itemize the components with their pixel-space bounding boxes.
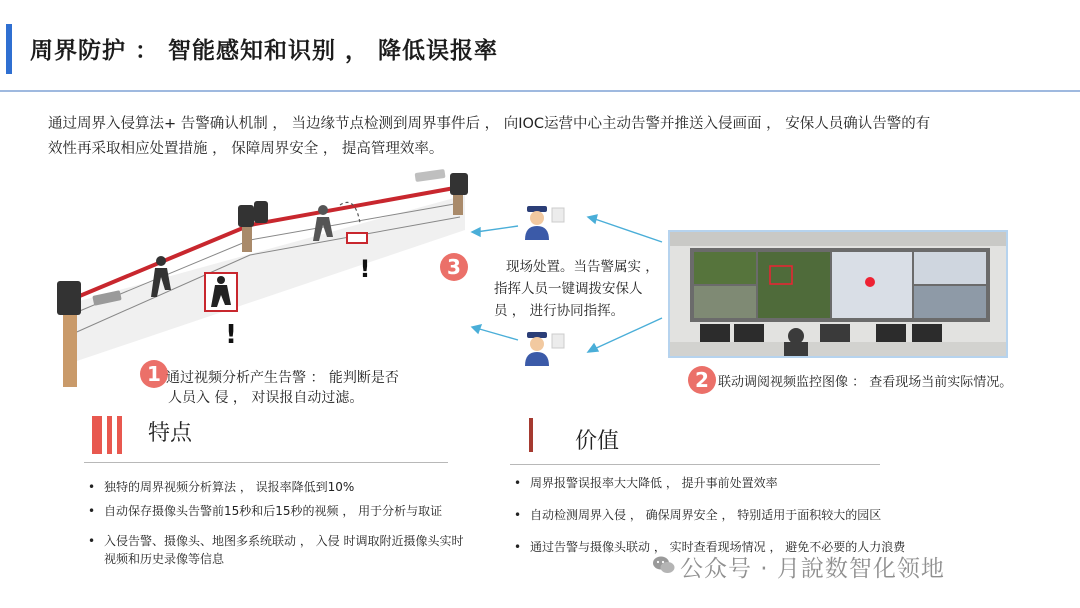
features-item-2: • 自动保存摄像头告警前15秒和后15秒的视频 ， 用于分析与取证 [88,504,443,518]
page-title: 周界防护 ： 智能感知和识别 ， 降低误报率 [30,38,499,64]
step-3-line-2: 指挥人员一键调拨安保人 [494,281,643,297]
detected-intruder-box [205,273,237,311]
watermark: 公众号 · 月說数智化领地 [680,556,945,582]
header-divider [0,90,1080,92]
sensor-icon [238,205,254,227]
value-divider [510,464,880,465]
intro-line-2: 效性再采取相应处置措施 ， 保障周界安全 ， 提高管理效率。 [48,141,444,157]
arrow-to-fence-bottom [476,328,518,340]
features-title: 特点 [148,421,193,446]
features-title-icon [92,416,132,456]
step-3-badge: 3 [440,253,468,281]
step-2-caption: 联动调阅视频监控图像 ： 查看现场当前实际情况。 [718,375,1013,390]
camera-icon [415,169,446,182]
step-1-line-1: 通过视频分析产生告警 ： 能判断是否 [166,370,399,386]
live-video-panel [758,252,830,318]
sensor-icon [450,173,468,195]
alert-mark: ! [225,320,237,350]
alert-mark: ! [359,255,371,283]
arrow-to-fence-top [476,226,518,232]
value-title-icon [529,418,533,452]
sensor-icon [254,201,268,223]
value-item-1: • 周界报警误报率大大降低 ， 提升事前处置效率 [514,476,778,490]
intro-line-1: 通过周界入侵算法+ 告警确认机制 ， 当边缘节点检测到周界事件后 ， 向IOC运营中心主动告警并推送入侵画面 ， 安保人员确认告警的有 [48,116,931,132]
features-item-1: • 独特的周界视频分析算法 ， 误报率降低到10% [88,480,355,494]
intrusion-marker [347,233,367,243]
value-title: 价值 [575,429,620,454]
step-1-line-2: 人员入 侵 ， 对误报自动过滤。 [168,390,364,406]
features-item-3-cont: 视频和历史录像等信息 [104,552,225,566]
perimeter-fence-illustration [55,165,475,395]
features-divider [84,462,448,463]
step-3-line-1: 现场处置。当告警属实 ， [506,259,659,275]
step-3-line-3: 员 ， 进行协同指挥。 [494,303,625,319]
value-item-2: • 自动检测周界入侵 ， 确保周界安全 ， 特别适用于面积较大的园区 [514,508,882,522]
security-guard-icon [525,332,564,366]
operator-figure [788,328,804,344]
intro-paragraph [48,112,998,162]
wechat-icon [652,555,676,575]
features-item-3: • 入侵告警、摄像头、地图多系统联动 ， 入侵 时调取附近摄像头实时 [88,534,464,548]
arrow-from-room-top [592,218,662,242]
monitoring-center-image [668,230,1008,358]
security-guard-icon [525,206,564,240]
value-item-3: • 通过告警与摄像头联动 ， 实时查看现场情况 ， 避免不必要的人力浪费 [514,540,906,554]
step-2-badge: 2 [688,366,716,394]
arrow-from-room-bottom [592,318,662,350]
dispatch-diagram [470,190,670,370]
step-1-caption [166,368,399,408]
step-1-badge: 1 [140,360,168,388]
sensor-icon [57,281,81,315]
title-accent-bar [6,24,12,74]
